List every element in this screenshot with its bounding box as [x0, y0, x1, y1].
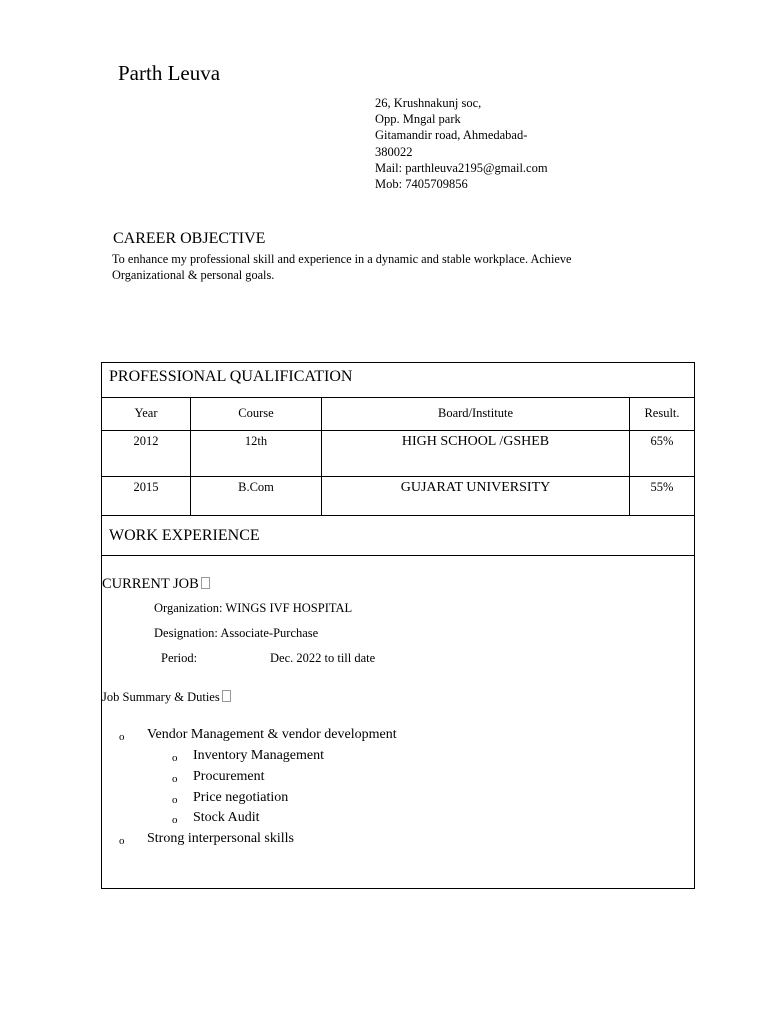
duty-item: Inventory Management — [193, 748, 325, 763]
career-objective-text: To enhance my professional skill and experience in a dynamic and stable workplace. Achieve Organizational & personal goals. — [112, 252, 572, 282]
bullet-marker: o — [119, 835, 125, 847]
row-year: 2012 — [133, 434, 159, 448]
row-result: 65% — [650, 434, 674, 448]
qualification-title: PROFESSIONAL QUALIFICATION — [109, 368, 353, 385]
duty-item: Stock Audit — [193, 810, 260, 825]
period-label: Period: — [161, 651, 198, 665]
missing-glyph-icon — [222, 690, 231, 702]
row-course: 12th — [244, 434, 268, 448]
candidate-name: Parth Leuva — [118, 61, 221, 85]
phone-line: Mob: 7405709856 — [375, 177, 468, 192]
job-summary-text: Job Summary & Duties — [102, 690, 220, 704]
duty-item: Procurement — [193, 769, 265, 784]
email-line: Mail: parthleuva2195@gmail.com — [375, 160, 548, 175]
designation-line: Designation: Associate-Purchase — [154, 626, 319, 640]
table-divider — [102, 515, 694, 516]
header-board: Board/Institute — [438, 406, 513, 420]
bullet-marker: o — [172, 773, 178, 785]
period-value: Dec. 2022 to till date — [270, 651, 376, 665]
duty-item: Strong interpersonal skills — [147, 831, 294, 846]
current-job-label — [102, 576, 210, 593]
bullet-marker: o — [172, 794, 178, 806]
header-result: Result. — [644, 406, 680, 420]
missing-glyph-icon — [201, 577, 210, 589]
row-board: GUJARAT UNIVERSITY — [400, 480, 551, 495]
row-course: B.Com — [238, 480, 274, 494]
duty-item: Price negotiation — [193, 790, 289, 805]
row-board: HIGH SCHOOL /GSHEB — [401, 434, 550, 449]
bullet-marker: o — [172, 752, 178, 764]
career-objective-title: CAREER OBJECTIVE — [113, 230, 266, 247]
address-line: Opp. Mngal park — [375, 112, 461, 127]
header-course: Course — [238, 406, 274, 420]
bullet-marker: o — [172, 814, 178, 826]
address-line: Gitamandir road, Ahmedabad- — [375, 128, 528, 143]
address-line: 380022 — [375, 144, 413, 159]
address-line: 26, Krushnakunj soc, — [375, 96, 482, 110]
bullet-marker: o — [119, 731, 125, 743]
job-summary-label — [102, 690, 231, 705]
row-result: 55% — [650, 480, 674, 494]
organization-line: Organization: WINGS IVF HOSPITAL — [154, 601, 353, 615]
header-year: Year — [134, 406, 158, 420]
duty-item: Vendor Management & vendor development — [147, 727, 397, 742]
row-year: 2015 — [133, 480, 159, 494]
work-experience-title: WORK EXPERIENCE — [109, 527, 260, 544]
table-divider — [102, 555, 694, 556]
contact-address-block — [375, 95, 548, 192]
current-job-text: CURRENT JOB — [102, 576, 199, 592]
